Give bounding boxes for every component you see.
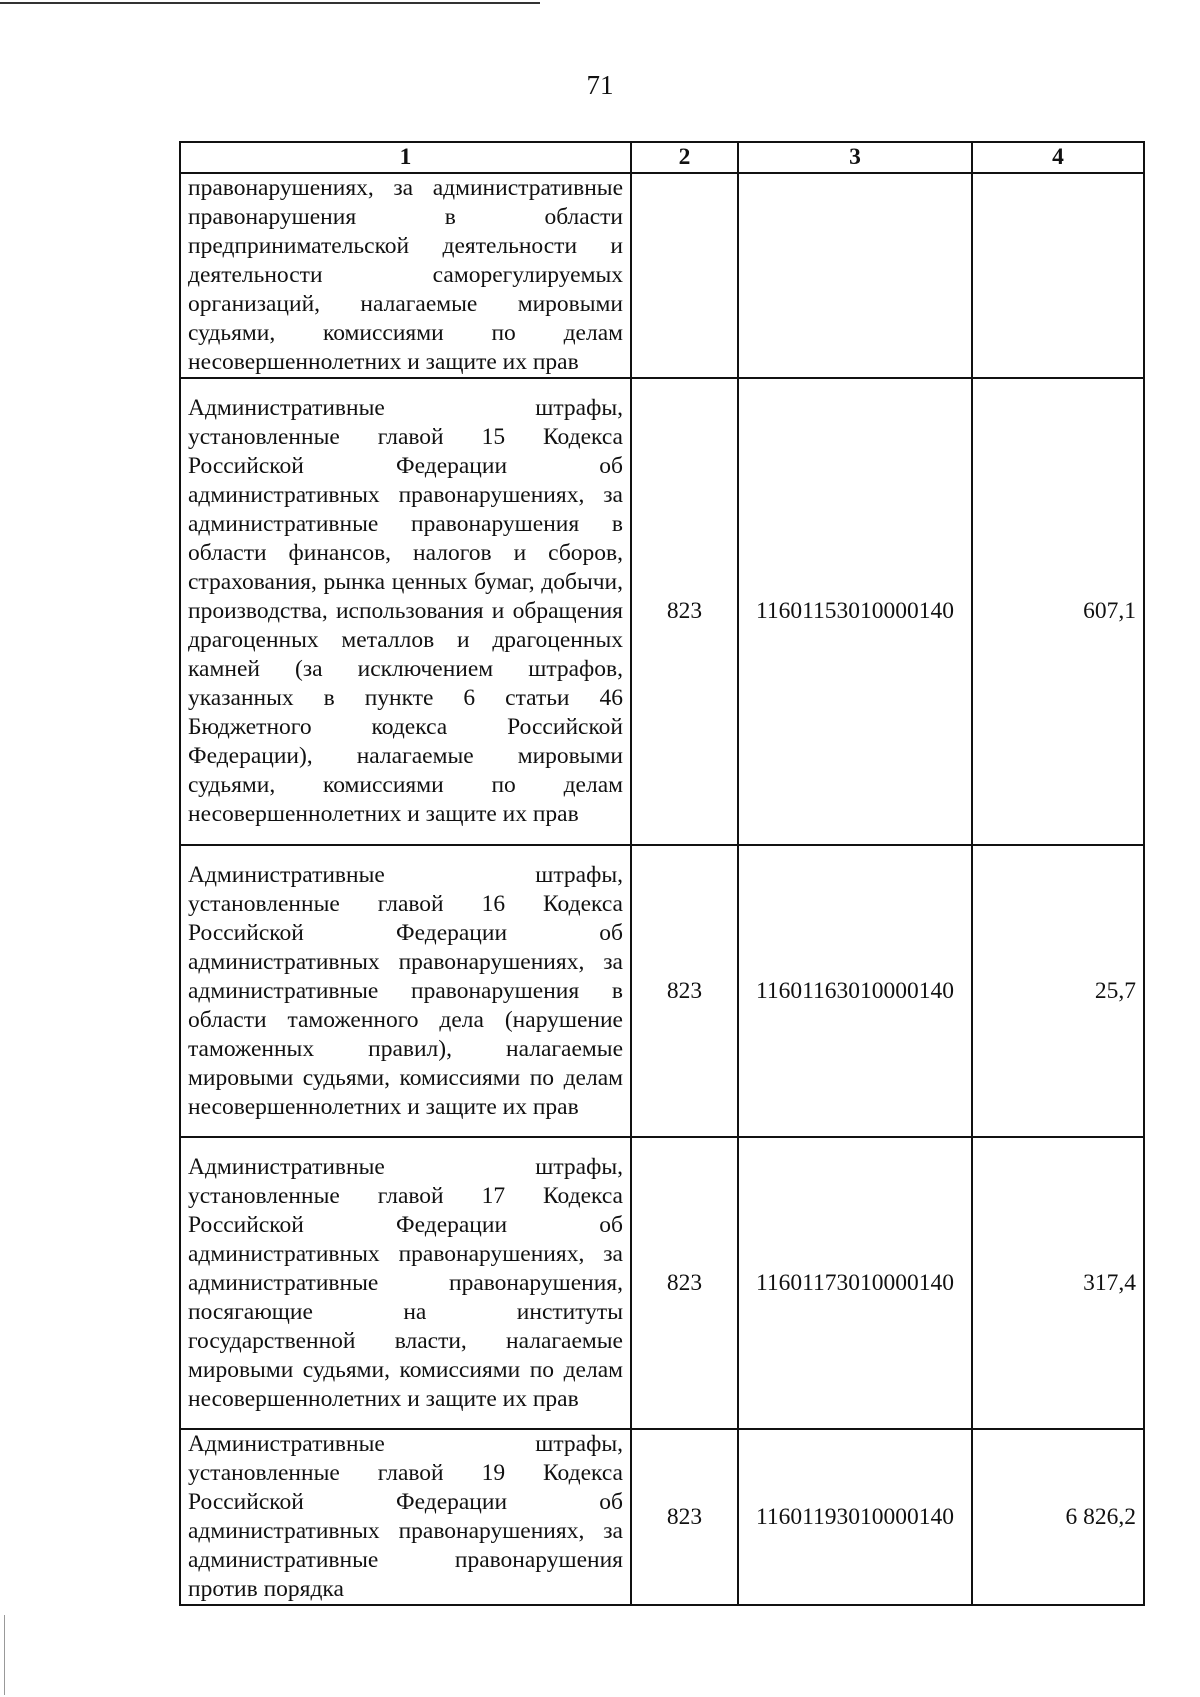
- table-header-row: [180, 142, 1144, 173]
- header-col-4: 4: [972, 142, 1144, 173]
- row-budget-code: [738, 173, 972, 378]
- row-amount: 607,1: [972, 378, 1144, 845]
- row-description: Административные штрафы, установленные главой 16 Кодекса Российской Федерации об административных правонарушениях, за административные правонарушения в области таможенного дела (нарушение таможенных правил), налагаемые мировыми судьями, комиссиями по делам несовершеннолетних и защите их прав: [180, 845, 631, 1137]
- page-number: 71: [586, 70, 614, 100]
- budget-table: [179, 141, 1145, 1606]
- table-row: [180, 1137, 1144, 1429]
- table-row: [180, 173, 1144, 378]
- row-admin-code: [631, 173, 738, 378]
- row-description: Административные штрафы, установленные главой 15 Кодекса Российской Федерации об административных правонарушениях, за административные правонарушения в области финансов, налогов и сборов, страхования, рынка ценных бумаг, добычи, производства, использования и обращения драгоценных металлов и драгоценных камней (за исключением штрафов, указанных в пункте 6 статьи 46 Бюджетного кодекса Российской Федерации), налагаемые мировыми судьями, комиссиями по делам несовершеннолетних и защите их прав: [180, 378, 631, 845]
- row-admin-code: 823: [631, 378, 738, 845]
- row-admin-code: 823: [631, 1137, 738, 1429]
- table-row: [180, 1429, 1144, 1605]
- row-budget-code: 11601173010000140: [738, 1137, 972, 1429]
- table-row: [180, 378, 1144, 845]
- header-col-3: 3: [738, 142, 972, 173]
- header-col-2: 2: [631, 142, 738, 173]
- row-description: Административные штрафы, установленные главой 19 Кодекса Российской Федерации об административных правонарушениях, за административные правонарушения против порядка: [180, 1429, 631, 1605]
- row-amount: [972, 173, 1144, 378]
- row-budget-code: 11601163010000140: [738, 845, 972, 1137]
- row-admin-code: 823: [631, 845, 738, 1137]
- row-budget-code: 11601193010000140: [738, 1429, 972, 1605]
- row-amount: 25,7: [972, 845, 1144, 1137]
- row-description: Административные штрафы, установленные главой 17 Кодекса Российской Федерации об административных правонарушениях, за административные правонарушения, посягающие на институты государственной власти, налагаемые мировыми судьями, комиссиями по делам несовершеннолетних и защите их прав: [180, 1137, 631, 1429]
- row-amount: 317,4: [972, 1137, 1144, 1429]
- row-budget-code: 11601153010000140: [738, 378, 972, 845]
- header-col-1: 1: [180, 142, 631, 173]
- top-edge-line: [0, 2, 540, 4]
- row-amount: 6 826,2: [972, 1429, 1144, 1605]
- table-row: [180, 845, 1144, 1137]
- row-description: правонарушениях, за административные правонарушения в области предпринимательской деятельности и деятельности саморегулируемых организаций, налагаемые мировыми судьями, комиссиями по делам несовершеннолетних и защите их прав: [180, 173, 631, 378]
- left-edge-line: [4, 1615, 5, 1695]
- row-admin-code: 823: [631, 1429, 738, 1605]
